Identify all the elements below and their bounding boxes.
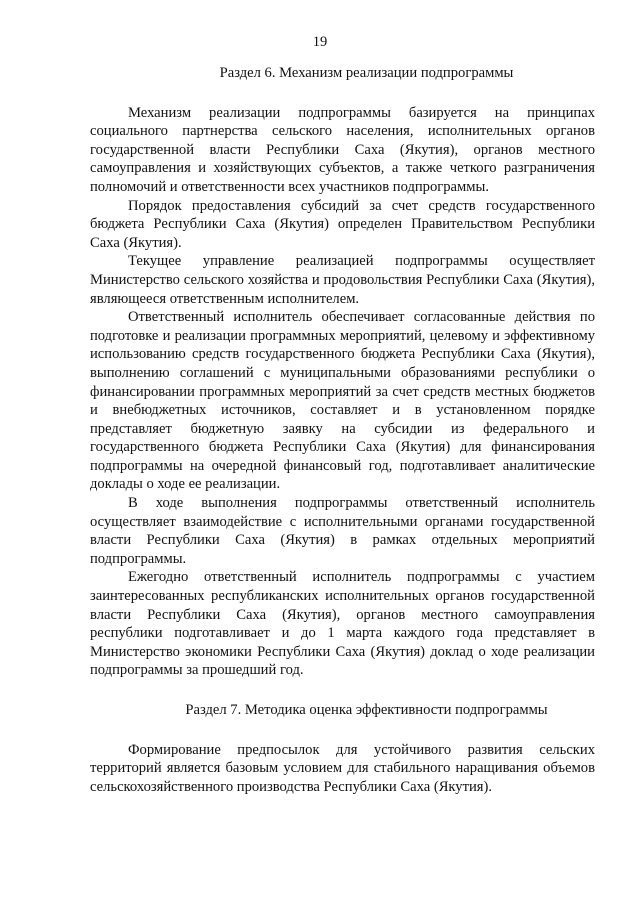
section-6-paragraph-1: Механизм реализации подпрограммы базируется на принципах социального партнерства сельского населения, исполнительных органов государственной власти Республики Саха (Якутия), органов местного самоуправления и хозяйствующих субъектов, а также четкого разграничения полномочий и ответственности всех участников подпрограммы. <box>90 104 595 195</box>
section-7-heading: Раздел 7. Методика оценка эффективности подпрограммы <box>185 702 548 718</box>
section-6-paragraph-2: Порядок предоставления субсидий за счет средств государственного бюджета Республики Саха (Якутия) определен Правительством Республики Саха (Якутия). <box>90 197 595 251</box>
section-6-paragraph-4: Ответственный исполнитель обеспечивает согласованные действия по подготовке и реализации программных мероприятий, целевому и эффективному использованию средств государственного бюджета Республики Саха (Якутия), выполнению соглашений с муниципальными образованиями республики о финансировании программных мероприятий за счет средств местных бюджетов и внебюджетных источников, составляет и в установленном порядке представляет бюджетную заявку на субсидии из федерального и государственного бюджета Республики Саха (Якутия) для финансирования подпрограммы на очередной финансовый год, подготавливает аналитические доклады о ходе ее реализации. <box>90 309 595 493</box>
section-6-paragraph-6: Ежегодно ответственный исполнитель подпрограммы с участием заинтересованных республиканских исполнительных органов государственной власти Республики Саха (Якутия), органов местного самоуправления республики подготавливает и до 1 марта каждого года представляет в Министерство экономики Республики Саха (Якутия) доклад о ходе реализации подпрограммы за прошедший год. <box>90 569 595 679</box>
page-content <box>90 64 595 796</box>
section-6-paragraph-3: Текущее управление реализацией подпрограммы осуществляет Министерство сельского хозяйства и продовольствия Республики Саха (Якутия), являющееся ответственным исполнителем. <box>90 253 595 307</box>
section-7-paragraph-1: Формирование предпосылок для устойчивого развития сельских территорий является базовым условием для стабильного наращивания объемов сельскохозяйственного производства Республики Саха (Якутия). <box>90 741 595 795</box>
page-number: 19 <box>312 34 328 50</box>
section-6-paragraph-5: В ходе выполнения подпрограммы ответственный исполнитель осуществляет взаимодействие с исполнительными органами государственной власти Республики Саха (Якутия) в рамках отдельных мероприятий подпрограммы. <box>90 495 595 567</box>
section-6-heading: Раздел 6. Механизм реализации подпрограммы <box>219 65 514 81</box>
